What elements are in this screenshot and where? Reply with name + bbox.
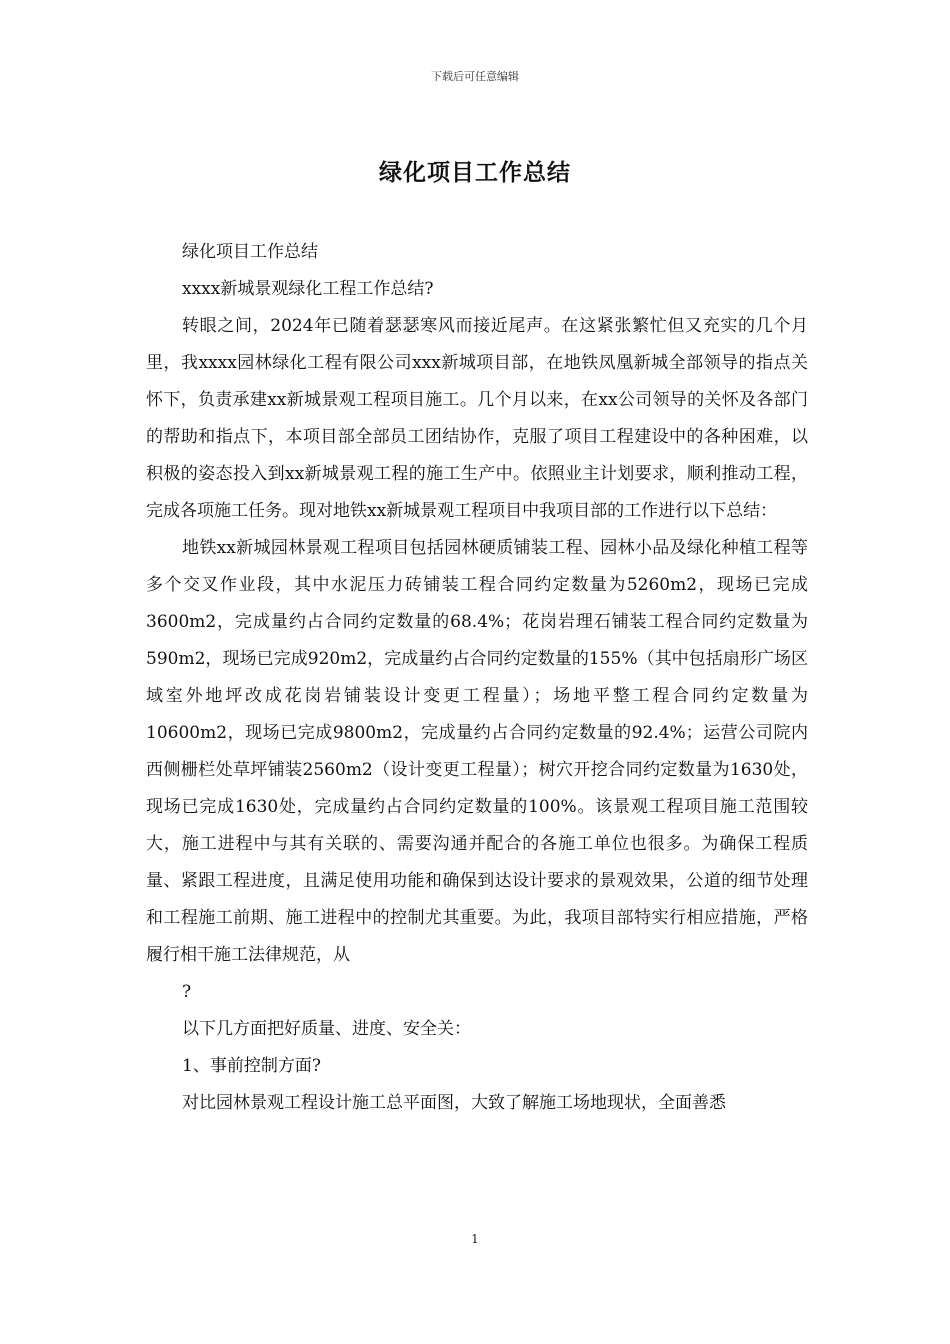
paragraph-heading: xxxx新城景观绿化工程工作总结? [182, 279, 434, 299]
paragraph-progress: 地铁xx新城园林景观工程项目包括园林硬质铺装工程、园林小品及绿化种植工程等多个交叉作业段，其中水泥压力砖铺装工程合同约定数量为5260m2，现场已完成3600m2，完成量约占合同约定数量的68.4%；花岗岩理石铺装工程合同约定数量为590m2，现场已完成920m2，完成量约占合同约定数量的155%（其中包括扇形广场区域室外地坪改成花岗岩铺装设计变更工程量）；场地平整工程合同约定数量为10600m2，现场已完成9800m2，完成量约占合同约定数量的92.4%；运营公司院内西侧栅栏处草坪铺装2560m2（设计变更工程量）；树穴开挖合同约定数量为1630处，现场已完成1630处，完成量约占合同约定数量的100%。该景观工程项目施工范围较大，施工进程中与其有关联的、需要沟通并配合的各施工单位也很多。为确保工程质量、紧跟工程进度，且满足使用功能和确保到达设计要求的景观效果，公道的细节处理和工程施工前期、施工进程中的控制尤其重要。为此，我项目部特实行相应措施，严格履行相干施工法律规范，从 [146, 538, 808, 965]
paragraph-section-text: 对比园林景观工程设计施工总平面图，大致了解施工场地现状，全面善悉 [182, 1093, 726, 1113]
paragraph-aspects: 以下几方面把好质量、进度、安全关： [182, 1019, 471, 1039]
paragraph-section-heading: 1、事前控制方面? [182, 1056, 321, 1076]
paragraph-subtitle: 绿化项目工作总结 [182, 242, 318, 262]
paragraph-question-mark: ? [182, 982, 192, 1002]
document-body [146, 234, 808, 1122]
page-number: 1 [471, 1232, 479, 1246]
paragraph-intro: 转眼之间，2024年已随着瑟瑟寒风而接近尾声。在这紧张繁忙但又充实的几个月里，我xxxx园林绿化工程有限公司xxx新城项目部，在地铁凤凰新城全部领导的指点关怀下，负责承建xx新城景观工程项目施工。几个月以来，在xx公司领导的关怀及各部门的帮助和指点下，本项目部全部员工团结协作，克服了项目工程建设中的各种困难，以积极的姿态投入到xx新城景观工程的施工生产中。依照业主计划要求，顺利推动工程，完成各项施工任务。现对地铁xx新城景观工程项目中我项目部的工作进行以下总结： [146, 316, 808, 521]
header-note: 下载后可任意编辑 [431, 70, 519, 83]
document-title: 绿化项目工作总结 [379, 160, 571, 186]
